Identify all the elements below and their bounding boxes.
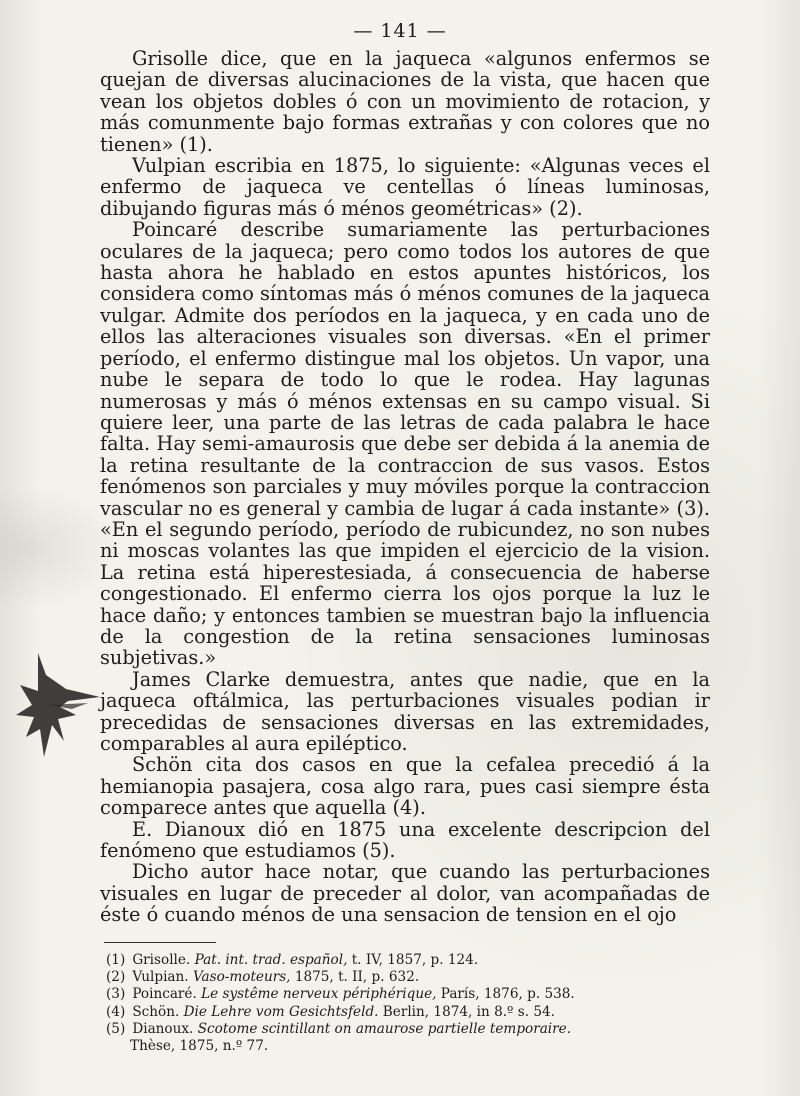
footnote-title: Pat. int. trad. español, [194, 952, 348, 968]
footnote-details: 1875, t. II, p. 632. [294, 969, 420, 986]
body-text [100, 48, 710, 926]
footnote-author: Grisolle. [132, 952, 191, 968]
paragraph-vulpian: Vulpian escribia en 1875, lo siguiente: «Algunas veces el enfermo de jaqueca ve centellas ó líneas luminosas, dibujando figuras más ó ménos geométricas» (2). [100, 154, 710, 220]
footnote-number: (4) [106, 1003, 126, 1020]
footnote-author: Poincaré. [132, 986, 197, 1003]
footnote-item [106, 952, 712, 969]
paragraph-grisolle: Grisolle dice, que en la jaqueca «algunos enfermos se quejan de diversas alucinaciones de la vista, que hacen que vean los objetos dobles ó con un movimiento de rotacion, y más comunmente bajo formas extrañas y con colores que no tienen» (1). [100, 47, 710, 156]
footnote-number: (1) [106, 952, 126, 968]
page-number: — 141 — [353, 20, 447, 42]
paragraph-poincare: Poincaré describe sumariamente las perturbaciones oculares de la jaqueca; pero como todos los autores de que hasta ahora he hablado en estos apuntes históricos, los considera como síntomas más ó ménos comunes de la jaqueca vulgar. Admite dos períodos en la jaqueca, y en cada uno de ellos las alteraciones visuales son diversas. «En el primer período, el enfermo distingue mal los objetos. Un vapor, una nube le separa de todo lo que le rodea. Hay lagunas numerosas y más ó ménos extensas en su campo visual. Si quiere leer, una parte de las letras de cada palabra le hace falta. Hay semi-amaurosis que debe ser debida á la anemia de la retina resultante de la contraccion de sus vasos. Estos fenómenos son parciales y muy móviles porque la contraccion vascular no es general y cambia de lugar á cada instante» (3). «En el segundo período, período de rubicundez, no son nubes ni moscas volantes las que impiden el ejercicio de la vision. La retina está hiperestesiada, á consecuencia de haberse congestionado. El enfermo cierra los ojos porque la luz le hace daño; y entonces tambien se muestran bajo la influencia de la congestion de la retina sensaciones luminosas subjetivas.» [100, 218, 710, 670]
footnote-author: Schön. [132, 1003, 180, 1020]
footnotes [106, 952, 712, 1055]
footnote-title: Die Lehre vom Gesichtsfeld. [183, 1003, 379, 1020]
paragraph-dicho-autor: Dicho autor hace notar, que cuando las perturbaciones visuales en lugar de preceder al dolor, van acompañadas de éste ó cuando ménos de una sensacion de tension en el ojo [100, 860, 710, 927]
footnote-divider [104, 942, 216, 943]
footnote-number: (5) [106, 1020, 126, 1037]
footnote-title: Scotome scintillant on amaurose partielle temporaire. [197, 1020, 572, 1037]
footnote-author: Vulpian. [132, 969, 189, 986]
paragraph-dianoux: E. Dianoux dió en 1875 una excelente descripcion del fenómeno que estudiamos (5). [100, 817, 710, 863]
footnote-number: (3) [106, 986, 126, 1003]
footnote-number: (2) [106, 969, 126, 986]
footnote-continuation: Thèse, 1875, n.º 77. [130, 1038, 269, 1055]
footnote-title: Le systême nerveux périphérique, [201, 986, 437, 1003]
footnote-item [106, 969, 712, 986]
ink-blot-mark [8, 645, 108, 765]
footnote-details: t. IV, 1857, p. 124. [351, 952, 479, 968]
footnote-title: Vaso-moteurs, [192, 969, 291, 986]
paragraph-schon: Schön cita dos casos en que la cefalea precedió á la hemianopia pasajera, cosa algo rara, pues casi siempre ésta comparece antes que aquella (4). [100, 753, 710, 820]
footnote-details: Berlin, 1874, in 8.º s. 54. [382, 1003, 556, 1020]
footnote-author: Dianoux. [132, 1020, 194, 1037]
footnote-item [106, 986, 712, 1003]
paragraph-james-clarke: James Clarke demuestra, antes que nadie, que en la jaqueca oftálmica, las perturbaciones visuales podian ir precedidas de sensaciones diversas en las extremidades, comparables al aura epiléptico. [100, 667, 710, 755]
footnote-details: París, 1876, p. 538. [440, 986, 575, 1003]
footnote-item [106, 1004, 712, 1021]
footnote-item [106, 1021, 712, 1038]
